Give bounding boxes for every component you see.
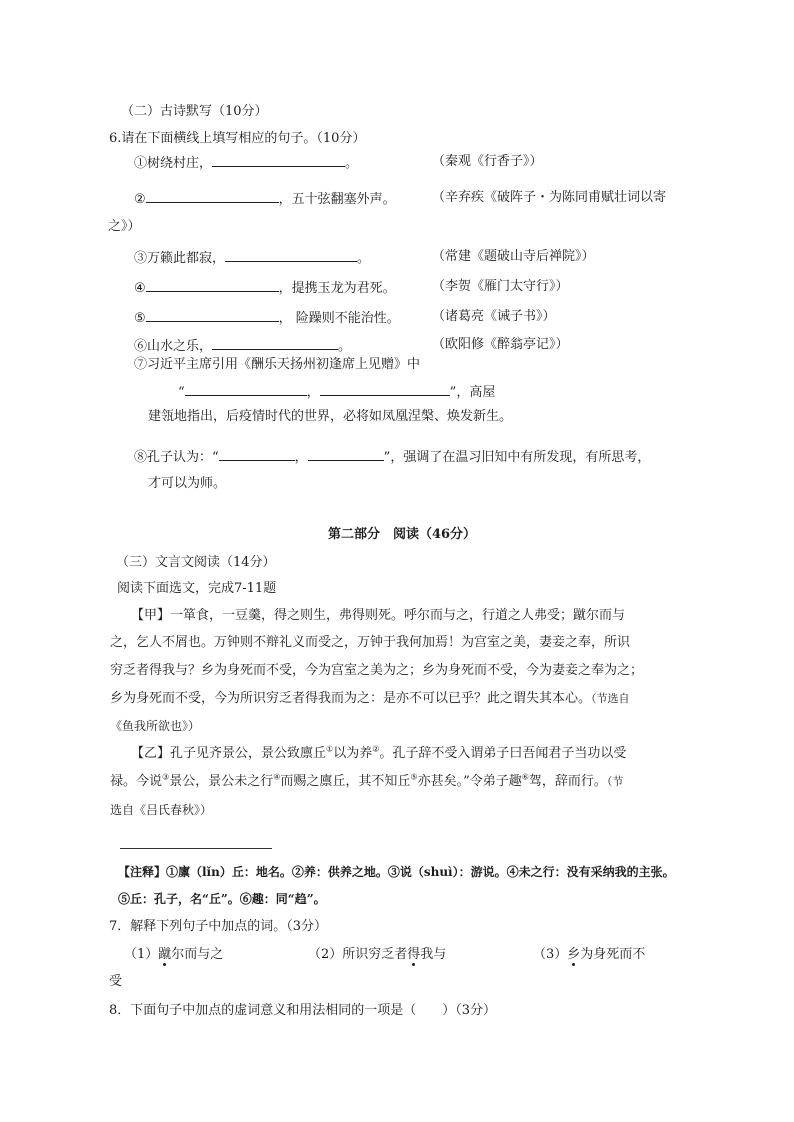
poem-item-8-line1: [134, 447, 650, 467]
answer-blank[interactable]: [308, 447, 384, 461]
passage-yi-text: 禄。今说: [110, 774, 163, 789]
poem-item-5-pre: ⑤: [134, 311, 146, 326]
poem-item-1-pre: ①树绕村庄，: [134, 156, 213, 171]
poem-item-4-pre: ④: [134, 281, 146, 296]
poem-item-7-line3: 建瓴地指出，后疫情时代的世界，必将如凤凰涅槃、焕发新生。: [148, 409, 513, 424]
passage-jia-source-2: 《鱼我所欲也》）: [110, 719, 201, 733]
item-number: （1）: [124, 947, 159, 962]
passage-yi-line-2: [110, 773, 623, 791]
passage-jia-line-2: 之，乞人不屑也。万钟则不辩礼义而受之，万钟于我何加焉！为宫室之美，妻妾之奉，所识: [110, 635, 631, 650]
poem-item-2-pre: ②: [134, 192, 146, 207]
footnote-divider: [120, 848, 272, 849]
poem-item-1-post: 。: [345, 156, 359, 171]
poem-item-4-source: （李贺《雁门太守行》）: [432, 279, 569, 294]
item-text: 为身死而不: [580, 947, 646, 962]
question-7-title: 7．解释下列句子中加点的词。（3分）: [109, 919, 328, 934]
poem-item-3: [134, 248, 370, 268]
poem-item-8-pre: ⑧孔子认为：“: [134, 450, 219, 465]
passage-jia-line-4-text: 乡为身死而不受，今为所识穷乏者得我而为之：是亦不可以已乎？此之谓失其本心。: [110, 691, 592, 706]
question-8-title: 8．下面句子中加点的虚词意义和用法相同的一项是（ ）（3分）: [109, 1003, 497, 1018]
poem-item-6-post: 。: [338, 339, 352, 354]
section-heading-classical: （三）文言文阅读（14分）: [116, 555, 276, 570]
answer-blank[interactable]: [212, 153, 345, 167]
question-7-item-3-cont: 受: [109, 974, 123, 989]
poem-item-1-source: （秦观《行香子》）: [432, 154, 543, 169]
passage-yi-text: 亦甚矣。”令弟子趣: [417, 774, 522, 789]
passage-jia-line-4: [110, 690, 630, 708]
quote-close: ”，高屋: [449, 385, 496, 400]
poem-item-6-pre: ⑥山水之乐，: [134, 339, 213, 354]
answer-blank[interactable]: [320, 382, 450, 396]
passage-jia-source-1: （节选自: [591, 692, 630, 705]
question-6-title: 6.请在下面横线上填写相应的句子。（10分）: [109, 131, 366, 146]
poem-item-3-pre: ③万籁此都寂，: [134, 251, 226, 266]
answer-blank[interactable]: [146, 189, 279, 203]
poem-item-7-line2: [178, 382, 495, 402]
note-marker: ③: [162, 772, 170, 782]
passage-yi-source-2: 选自《吕氏春秋》）: [110, 803, 213, 817]
passage-yi-line-1: [131, 745, 626, 763]
poem-item-6-source: （欧阳修《醉翁亭记》）: [432, 337, 569, 352]
classical-instruction: 阅读下面选文，完成7-11题: [117, 581, 277, 596]
passage-yi-text: 而赐之廪丘，其不知丘: [280, 774, 411, 789]
section-heading-poetry: （二）古诗默写（10分）: [121, 104, 268, 119]
item-text: 尔而与之: [171, 947, 224, 962]
comma: ，: [294, 450, 308, 465]
question-7-item-3: [533, 946, 645, 964]
passage-yi-text: 【乙】孔子见齐景公，景公致廪丘: [131, 746, 327, 761]
note-marker: ②: [372, 744, 380, 754]
passage-jia-line-1: 【甲】一箪食，一豆羹，得之则生，弗得则死。呼尔而与之，行道之人弗受；蹴尔而与: [131, 608, 626, 623]
poem-item-3-source: （常建《题破山寺后禅院》）: [432, 249, 595, 264]
passage-yi-source-1: （节: [606, 775, 624, 788]
poem-item-2: [134, 189, 396, 209]
passage-yi-text: 以为养: [333, 746, 373, 761]
item-text: 我与: [420, 947, 447, 962]
note-marker: ⑤: [410, 772, 418, 782]
answer-blank[interactable]: [219, 447, 295, 461]
answer-blank[interactable]: [146, 278, 279, 292]
answer-blank[interactable]: [212, 336, 338, 350]
poem-item-4-post: ，提携玉龙为君死。: [278, 281, 396, 296]
poem-item-8-post: ”，强调了在温习旧知中有所发现，有所思考，: [383, 450, 651, 465]
notes-line-2: ⑤丘：孔子，名“丘”。⑥趣：同“趋”。: [118, 892, 326, 906]
passage-yi-text: 驾，辞而行。: [528, 774, 607, 789]
note-marker: ⑥: [521, 772, 529, 782]
answer-blank[interactable]: [185, 382, 307, 396]
poem-item-3-post: 。: [357, 251, 371, 266]
poem-item-8-line2: 才可以为师。: [148, 476, 227, 491]
poem-item-4: [134, 278, 396, 298]
poem-item-5-post: ， 险躁则不能治性。: [278, 311, 400, 326]
poem-item-1: [134, 153, 358, 173]
poem-item-2-post: ，五十弦翻塞外声。: [278, 192, 396, 207]
poem-item-5: [134, 308, 400, 328]
poem-item-6: [134, 336, 351, 356]
question-7-item-2: [308, 946, 446, 964]
dotted-word: 乡: [567, 947, 581, 962]
note-marker: ①: [326, 744, 334, 754]
item-number: （3）: [533, 947, 568, 962]
part-2-title: 第二部分 阅读（46分）: [327, 527, 477, 542]
dotted-word: 蹴: [158, 947, 172, 962]
poem-item-7-line1: ⑦习近平主席引用《酬乐天扬州初逢席上见赠》中: [134, 357, 421, 372]
answer-blank[interactable]: [225, 248, 357, 262]
dotted-word: 得: [407, 947, 421, 962]
comma: ，: [306, 385, 320, 400]
poem-item-2-source-cont: 之》）: [108, 219, 141, 234]
passage-jia-line-3: 穷乏者得我与？乡为身死而不受，今为宫室之美为之；乡为身死而不受，今为妻妾之奉为之；: [110, 663, 644, 678]
answer-blank[interactable]: [146, 308, 279, 322]
item-text: （2）所识穷乏者: [308, 947, 408, 962]
note-marker: ④: [273, 772, 281, 782]
question-7-item-1: [124, 946, 223, 964]
poem-item-5-source: （诸葛亮《诫子书》）: [432, 309, 556, 324]
quote-open: “: [178, 385, 185, 400]
passage-yi-text: 景公，景公未之行: [169, 774, 274, 789]
passage-yi-text: 。孔子辞不受入谓弟子曰吾闻君子当功以受: [379, 746, 627, 761]
notes-line-1: 【注释】①廪（lǐn）丘：地名。②养：供养之地。③说（shuì）：游说。④未之行：没有采纳我的主张。: [118, 865, 675, 879]
poem-item-2-source: （辛弃疾《破阵子・为陈同甫赋壮词以寄: [432, 190, 667, 205]
